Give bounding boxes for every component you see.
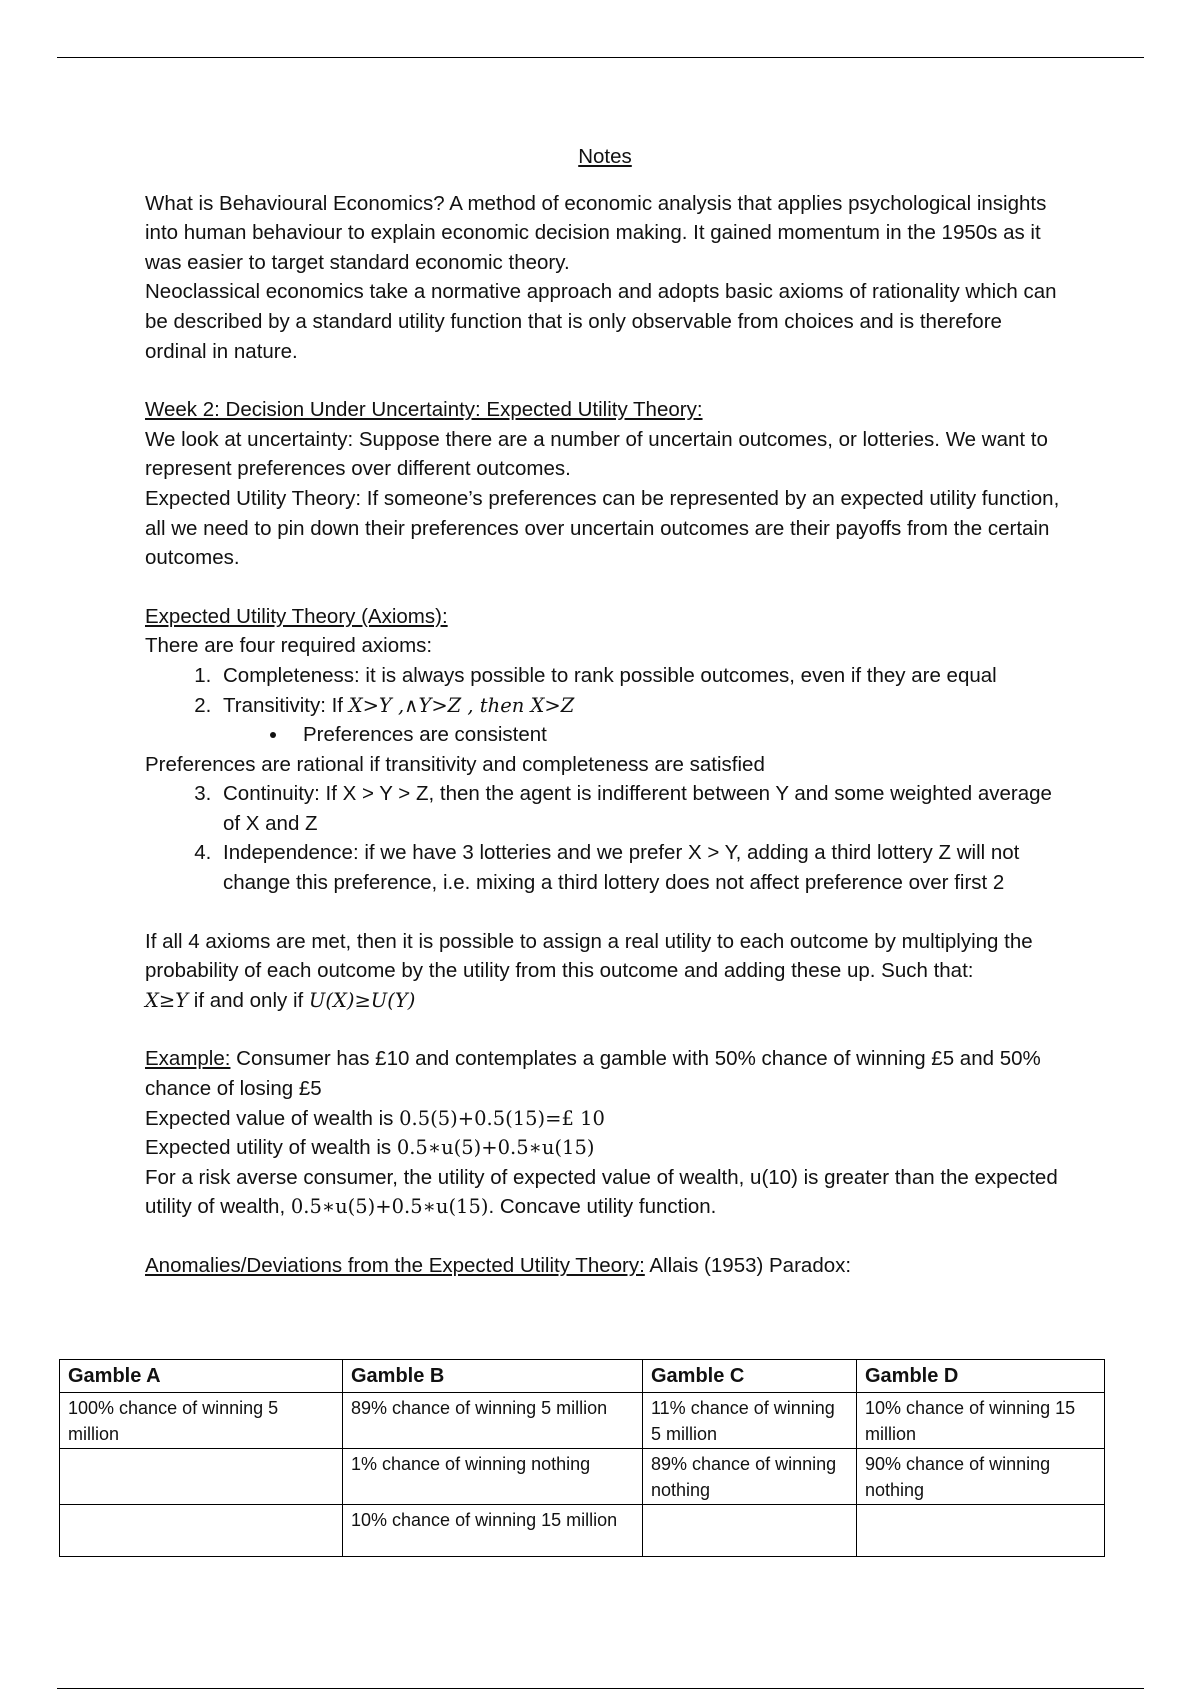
header-gamble-c: Gamble C [643,1360,857,1393]
footer-rule [57,1688,1144,1689]
week2-paragraph-1: We look at uncertainty: Suppose there are a number of uncertain outcomes, or lotteries. We want to represent preferences over different outcomes. [145,427,1048,481]
document-body [145,142,1065,1281]
equation-connector: if and only if [188,988,309,1012]
table-cell: 1% chance of winning nothing [343,1449,643,1505]
table-cell: 11% chance of winning 5 million [643,1393,857,1449]
table-caption-underlined: Anomalies/Deviations from the Expected Utility Theory: [145,1254,645,1277]
utility-paragraph: If all 4 axioms are met, then it is possible to assign a real utility to each outcome by multiplying the probability of each outcome by the utility from this outcome and adding these up. Such that: [145,929,1033,983]
table-cell [643,1505,857,1557]
allais-gamble-table [59,1359,1105,1557]
header-rule [57,57,1144,58]
expected-utility-line [145,1133,1065,1163]
expected-value-line [145,1104,1065,1134]
week2-paragraph-2: Expected Utility Theory: If someone’s preferences can be represented by an expected utility function, all we need to pin down their preferences over uncertain outcomes are their payoffs from the certain outcomes. [145,486,1060,570]
table-header-row [60,1360,1105,1393]
example-label: Example: [145,1047,231,1071]
table-cell: 100% chance of winning 5 million [60,1393,343,1449]
table-cell [60,1505,343,1557]
axioms-heading: Expected Utility Theory (Axioms): [145,604,448,628]
axioms-list-a [145,661,1065,720]
risk-averse-suffix: . Concave utility function. [488,1195,717,1219]
example-paragraph [145,1044,1065,1103]
transitivity-formula: X>Y ,∧Y>Z , then X>Z [348,693,575,717]
table-cell: 10% chance of winning 15 million [857,1393,1105,1449]
header-gamble-b: Gamble B [343,1360,643,1393]
axioms-intro: There are four required axioms: [145,634,433,658]
table-cell: 89% chance of winning 5 million [343,1393,643,1449]
rationality-note: Preferences are rational if transitivity and completeness are satisfied [145,752,765,776]
table-cell [857,1505,1105,1557]
expected-utility-formula: 0.5∗u(5)+0.5∗u(15) [396,1136,595,1160]
week2-heading: Week 2: Decision Under Uncertainty: Expected Utility Theory: [145,398,703,422]
expected-value-text: Expected value of wealth is [145,1106,400,1130]
expected-utility-text: Expected utility of wealth is [145,1136,397,1160]
page-title: Notes [578,145,632,168]
table-row [60,1449,1105,1505]
risk-averse-paragraph [145,1163,1065,1222]
table-caption-rest: Allais (1953) Paradox: [644,1254,852,1277]
table-caption [145,1251,1065,1281]
intro-paragraph-1: What is Behavioural Economics? A method of economic analysis that applies psychological insights into human behaviour to explain economic decision making. It gained momentum in the 1950s as it was easier to target standard economic theory. [145,191,1047,274]
equation-left: X≥Y [145,988,189,1012]
table-cell: 89% chance of winning nothing [643,1449,857,1505]
table-cell [60,1449,343,1505]
equation-right: U(X)≥U(Y) [308,988,416,1012]
axiom-completeness: 1. Completeness: it is always possible to rank possible outcomes, even if they are equal [217,661,1065,691]
table-row [60,1505,1105,1557]
axioms-list-b [145,779,1065,897]
example-text: Consumer has £10 and contemplates a gamble with 50% chance of winning £5 and 50% chance of losing £5 [145,1047,1041,1101]
utility-equation [145,986,1065,1016]
axiom-transitivity-text: Transitivity: If [223,693,349,717]
expected-value-formula: 0.5(5)+0.5(15)=£ 10 [399,1106,605,1130]
table-cell: 90% chance of winning nothing [857,1449,1105,1505]
risk-averse-text: For a risk averse consumer, the utility of expected value of wealth, u(10) is greater than the expected utility of wealth, [145,1165,1058,1219]
risk-averse-formula: 0.5∗u(5)+0.5∗u(15) [290,1195,489,1219]
header-gamble-a: Gamble A [60,1360,343,1393]
axiom-independence: 4. Independence: if we have 3 lotteries and we prefer X > Y, adding a third lottery Z will not change this preference, i.e. mixing a third lottery does not affect preference over first 2 [217,838,1065,897]
axiom-transitivity [217,691,1065,721]
axiom-continuity: 3. Continuity: If X > Y > Z, then the agent is indifferent between Y and some weighted average of X and Z [217,779,1065,838]
header-gamble-d: Gamble D [857,1360,1105,1393]
intro-paragraph-2: Neoclassical economics take a normative approach and adopts basic axioms of rationality which can be described by a standard utility function that is only observable from choices and is therefore ordinal in nature. [145,280,1057,363]
bullet-consistent: • Preferences are consistent [289,720,1065,750]
transitivity-sublist [145,720,1065,750]
table-row [60,1393,1105,1449]
table-cell: 10% chance of winning 15 million [343,1505,643,1557]
